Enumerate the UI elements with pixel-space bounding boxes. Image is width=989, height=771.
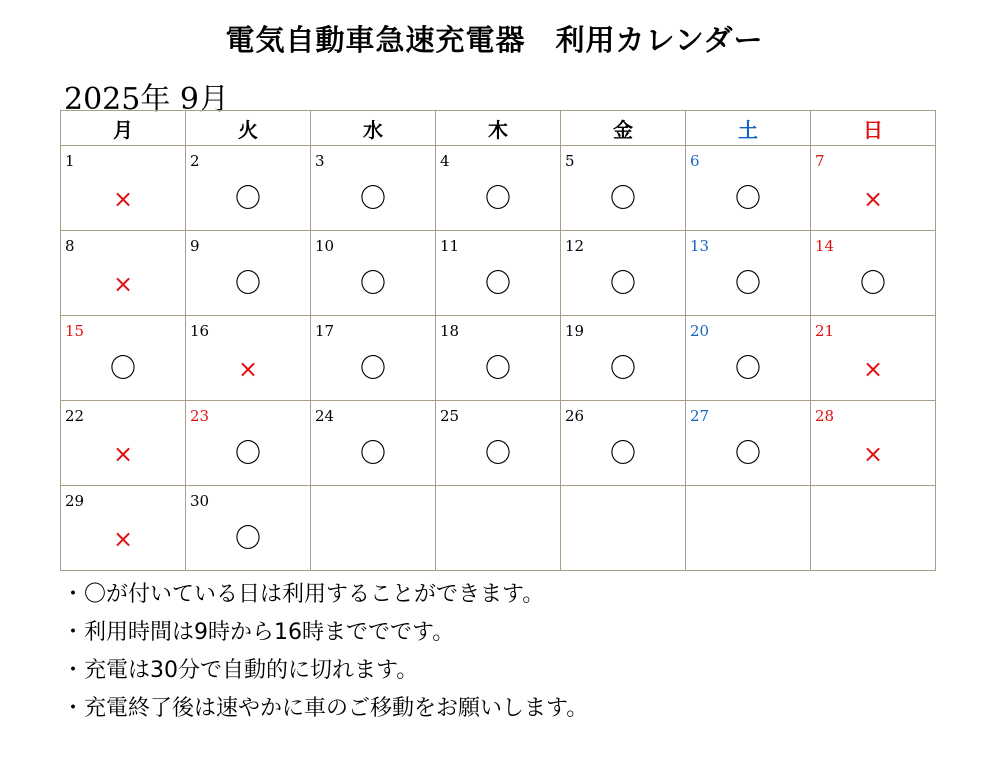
calendar-day-cell: [561, 146, 686, 231]
available-mark: 〇: [609, 184, 636, 214]
available-mark: 〇: [234, 269, 261, 299]
unavailable-mark: ×: [112, 270, 134, 298]
available-mark: 〇: [609, 439, 636, 469]
available-mark: 〇: [609, 354, 636, 384]
day-number: 24: [315, 407, 335, 425]
calendar-body: [61, 146, 936, 571]
available-mark: 〇: [484, 439, 511, 469]
available-mark: 〇: [734, 439, 761, 469]
calendar-day-cell: [61, 316, 186, 401]
day-number: 2: [190, 152, 200, 170]
available-mark: 〇: [109, 354, 136, 384]
day-number: 25: [440, 407, 460, 425]
calendar-day-cell: [436, 401, 561, 486]
calendar-week-row: [61, 231, 936, 316]
day-number: 14: [815, 237, 835, 255]
calendar-day-cell: [186, 316, 311, 401]
weekday-header: 日: [811, 111, 936, 146]
day-number: 1: [65, 152, 75, 170]
calendar-day-cell: [686, 401, 811, 486]
day-number: 13: [690, 237, 710, 255]
calendar-day-cell: [186, 486, 311, 571]
weekday-header-row: [61, 111, 936, 146]
day-number: 17: [315, 322, 335, 340]
calendar-day-cell: [436, 316, 561, 401]
calendar-empty-cell: [311, 486, 436, 571]
day-number: 20: [690, 322, 710, 340]
calendar-day-cell: [186, 231, 311, 316]
calendar-day-cell: [61, 486, 186, 571]
calendar-day-cell: [61, 401, 186, 486]
calendar-day-cell: [686, 146, 811, 231]
weekday-header: 水: [311, 111, 436, 146]
calendar-day-cell: [436, 231, 561, 316]
calendar-empty-cell: [561, 486, 686, 571]
calendar-day-cell: [811, 401, 936, 486]
calendar-day-cell: [311, 401, 436, 486]
available-mark: 〇: [359, 354, 386, 384]
day-number: 15: [65, 322, 85, 340]
calendar-day-cell: [561, 316, 686, 401]
day-number: 26: [565, 407, 585, 425]
day-number: 22: [65, 407, 85, 425]
day-number: 29: [65, 492, 85, 510]
day-number: 7: [815, 152, 825, 170]
calendar-day-cell: [686, 231, 811, 316]
day-number: 10: [315, 237, 335, 255]
calendar-empty-cell: [436, 486, 561, 571]
calendar-day-cell: [811, 146, 936, 231]
available-mark: 〇: [234, 524, 261, 554]
day-number: 30: [190, 492, 210, 510]
calendar-empty-cell: [811, 486, 936, 571]
calendar-day-cell: [61, 231, 186, 316]
calendar-day-cell: [811, 316, 936, 401]
unavailable-mark: ×: [112, 185, 134, 213]
weekday-header: 月: [61, 111, 186, 146]
calendar-day-cell: [561, 401, 686, 486]
unavailable-mark: ×: [237, 355, 259, 383]
calendar-day-cell: [436, 146, 561, 231]
page-title: 電気自動車急速充電器 利用カレンダー: [225, 23, 764, 57]
available-mark: 〇: [484, 269, 511, 299]
day-number: 6: [690, 152, 700, 170]
unavailable-mark: ×: [112, 440, 134, 468]
weekday-header: 木: [436, 111, 561, 146]
calendar-day-cell: [561, 231, 686, 316]
calendar-day-cell: [311, 231, 436, 316]
calendar-week-row: [61, 146, 936, 231]
calendar-day-cell: [61, 146, 186, 231]
day-number: 23: [190, 407, 210, 425]
available-mark: 〇: [484, 184, 511, 214]
calendar-day-cell: [811, 231, 936, 316]
calendar-day-cell: [311, 316, 436, 401]
day-number: 3: [315, 152, 325, 170]
day-number: 5: [565, 152, 575, 170]
day-number: 8: [65, 237, 75, 255]
day-number: 27: [690, 407, 710, 425]
available-mark: 〇: [484, 354, 511, 384]
note-item: ・利用時間は9時から16時まででです。: [62, 620, 455, 645]
day-number: 4: [440, 152, 450, 170]
available-mark: 〇: [359, 184, 386, 214]
available-mark: 〇: [734, 354, 761, 384]
day-number: 19: [565, 322, 585, 340]
calendar-day-cell: [186, 401, 311, 486]
calendar-week-row: [61, 486, 936, 571]
calendar-week-row: [61, 401, 936, 486]
note-item: ・充電終了後は速やかに車のご移動をお願いします。: [62, 696, 589, 721]
day-number: 18: [440, 322, 460, 340]
notes-list: [62, 576, 588, 728]
calendar-empty-cell: [686, 486, 811, 571]
note-item: ・〇が付いている日は利用することができます。: [62, 582, 545, 607]
weekday-header: 火: [186, 111, 311, 146]
calendar-day-cell: [186, 146, 311, 231]
month-label: 2025年 9月: [64, 82, 229, 117]
available-mark: 〇: [234, 184, 261, 214]
day-number: 11: [440, 237, 460, 255]
day-number: 12: [565, 237, 585, 255]
calendar-week-row: [61, 316, 936, 401]
available-mark: 〇: [609, 269, 636, 299]
available-mark: 〇: [359, 269, 386, 299]
available-mark: 〇: [859, 269, 886, 299]
weekday-header: 土: [686, 111, 811, 146]
unavailable-mark: ×: [112, 525, 134, 553]
day-number: 16: [190, 322, 210, 340]
available-mark: 〇: [734, 184, 761, 214]
available-mark: 〇: [359, 439, 386, 469]
unavailable-mark: ×: [862, 440, 884, 468]
unavailable-mark: ×: [862, 185, 884, 213]
weekday-header: 金: [561, 111, 686, 146]
note-item: ・充電は30分で自動的に切れます。: [62, 658, 419, 683]
available-mark: 〇: [734, 269, 761, 299]
calendar-day-cell: [686, 316, 811, 401]
unavailable-mark: ×: [862, 355, 884, 383]
calendar-day-cell: [311, 146, 436, 231]
day-number: 21: [815, 322, 835, 340]
usage-calendar: [60, 110, 936, 571]
day-number: 28: [815, 407, 835, 425]
day-number: 9: [190, 237, 200, 255]
available-mark: 〇: [234, 439, 261, 469]
